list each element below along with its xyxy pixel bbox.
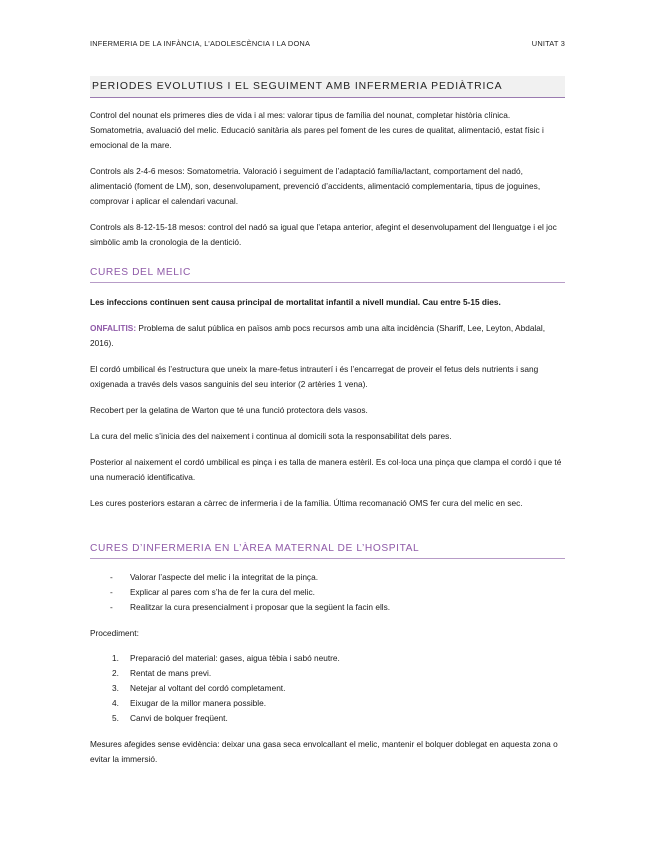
list-item xyxy=(90,570,565,585)
step-number: 4. xyxy=(112,698,119,708)
heading-cures-melic-text: CURES DEL MELIC xyxy=(90,267,191,278)
bullet-text: Explicar al pares com s’ha de fer la cura del melic. xyxy=(130,587,315,597)
procedure-label xyxy=(90,626,565,641)
step-text: Eixugar de la millor manera possible. xyxy=(130,698,267,708)
bullet-text: Realitzar la cura presencialment i proposar que la següent la facin ells. xyxy=(130,602,391,612)
list-item xyxy=(90,600,565,615)
closing-text: Mesures afegides sense evidència: deixar una gasa seca envolcallant el melic, mantenir el bolquer doblegat en aquesta zona o evitar la immersió. xyxy=(90,739,558,764)
melic-paragraph-5 xyxy=(90,455,565,485)
onfalitis-definition: Problema de salut pública en països amb pocs recursos amb una alta incidència (Shariff, Lee, Leyton, Abdalal, 2016). xyxy=(90,323,546,348)
melic-text-4: La cura del melic s’inicia des del naixement i continua al domicili sota la responsabilitat dels pares. xyxy=(90,431,452,441)
onfalitis-paragraph xyxy=(90,321,565,351)
step-text: Rentat de mans previ. xyxy=(130,668,212,678)
heading-cures-melic xyxy=(90,267,565,283)
heading-cures-hospital xyxy=(90,543,565,559)
step-number: 1. xyxy=(112,653,119,663)
melic-text-3: Recobert per la gelatina de Warton que té una funció protectora dels vasos. xyxy=(90,405,368,415)
list-item xyxy=(90,666,565,681)
melic-paragraph-2 xyxy=(90,362,565,392)
melic-paragraph-6 xyxy=(90,496,565,511)
list-item xyxy=(90,585,565,600)
intro-text-1: Control del nounat els primeres dies de vida i al mes: valorar tipus de família del nounat, completar història clínica. Somatometria, avaluació del melic. Educació sanitària als pares pel foment de les cures de qualitat, alimentació, estat físic i emocional de la mare. xyxy=(90,110,544,150)
step-text: Preparació del material: gases, aigua tèbia i sabó neutre. xyxy=(130,653,340,663)
step-text: Netejar al voltant del cordó completament. xyxy=(130,683,286,693)
intro-paragraph-1 xyxy=(90,108,565,153)
onfalitis-term: ONFALITIS xyxy=(90,323,134,333)
procedure-steps xyxy=(90,651,565,726)
dash-bullet-icon: - xyxy=(110,602,113,612)
intro-text-2: Controls als 2-4-6 mesos: Somatometria. Valoració i seguiment de l’adaptació família/lactant, comportament del nadó, alimentació (foment de LM), son, desenvolupament, prevenció d’accidents, alimentació complementaria, tipus de joguines, comprovar i aplicar el calendari vacunal. xyxy=(90,166,541,206)
heading-cures-hospital-text: CURES D’INFERMERIA EN L’ÀREA MATERNAL DE L’HOSPITAL xyxy=(90,543,420,554)
melic-text-6: Les cures posteriors estaran a càrrec de infermeria i de la família. Última recomanació OMS fer cura del melic en sec. xyxy=(90,498,523,508)
step-number: 2. xyxy=(112,668,119,678)
header-course-title: INFERMERIA DE LA INFÀNCIA, L’ADOLESCÈNCIA I LA DONA xyxy=(90,39,311,48)
step-text: Canvi de bolquer freqüent. xyxy=(130,713,228,723)
dash-bullet-icon: - xyxy=(110,572,113,582)
melic-paragraph-4 xyxy=(90,429,565,444)
melic-text-5: Posterior al naixement el cordó umbilical es pinça i es talla de manera estèril. Es col·loca una pinça que clampa el cordó i que té una numeració identificativa. xyxy=(90,457,562,482)
step-number: 5. xyxy=(112,713,119,723)
section-banner xyxy=(90,76,565,98)
melic-paragraph-3 xyxy=(90,403,565,418)
list-item xyxy=(90,711,565,726)
melic-text-1: Les infeccions continuen sent causa principal de mortalitat infantil a nivell mundial. Cau entre 5-15 dies. xyxy=(90,297,501,307)
procedure-label-text: Procediment: xyxy=(90,628,139,638)
list-item xyxy=(90,651,565,666)
running-header xyxy=(90,39,565,48)
list-item xyxy=(90,696,565,711)
header-unit-label: UNITAT 3 xyxy=(531,39,565,48)
melic-text-2: El cordó umbilical és l’estructura que uneix la mare-fetus intrauterí i és l’encarregat de proveir el fetus dels nutrients i sang oxigenada a través dels vasos sanguinis del seu interior (2 artèries 1 vena). xyxy=(90,364,539,389)
intro-paragraph-2 xyxy=(90,164,565,209)
melic-paragraph-1 xyxy=(90,295,565,310)
onfalitis-separator: : xyxy=(133,323,139,333)
dash-bullet-icon: - xyxy=(110,587,113,597)
intro-paragraph-3 xyxy=(90,220,565,250)
step-number: 3. xyxy=(112,683,119,693)
bullet-text: Valorar l’aspecte del melic i la integritat de la pinça. xyxy=(130,572,319,582)
intro-text-3: Controls als 8-12-15-18 mesos: control del nadó sa igual que l’etapa anterior, afegint el desenvolupament del llenguatge i el joc simbòlic amb la cronologia de la dentició. xyxy=(90,222,557,247)
closing-paragraph xyxy=(90,737,565,767)
list-item xyxy=(90,681,565,696)
section-title: PERIODES EVOLUTIUS I EL SEGUIMENT AMB INFERMERIA PEDIÀTRICA xyxy=(92,81,503,92)
hospital-bullet-list xyxy=(90,570,565,615)
